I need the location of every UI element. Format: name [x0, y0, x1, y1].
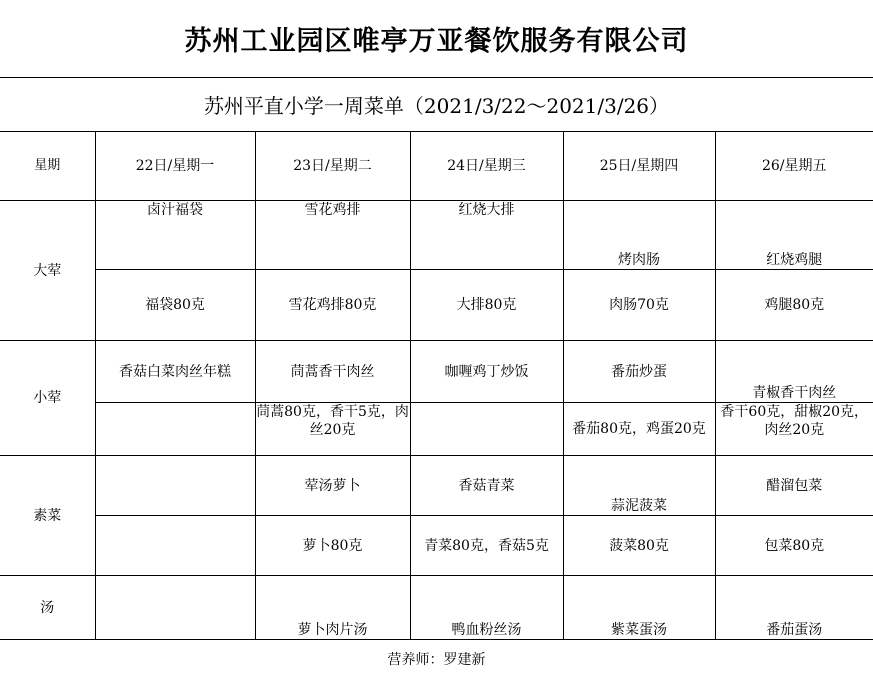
amount-cell: 香干60克，甜椒20克，肉丝20克 [715, 403, 873, 456]
dish-cell: 香菇青菜 [410, 456, 563, 516]
amount-cell: 雪花鸡排80克 [255, 270, 410, 341]
dish-cell: 青椒香干肉丝 [715, 341, 873, 403]
amount-cell [95, 403, 255, 456]
table-row [0, 270, 873, 341]
table-row [0, 403, 873, 456]
header-day-mon: 22日/星期一 [95, 132, 255, 201]
dish-cell: 萝卜肉片汤 [255, 576, 410, 640]
amount-cell: 大排80克 [410, 270, 563, 341]
header-day-fri: 26/星期五 [715, 132, 873, 201]
table-row [0, 576, 873, 640]
table-row [0, 456, 873, 516]
dish-cell [95, 576, 255, 640]
amount-cell: 番茄80克，鸡蛋20克 [563, 403, 715, 456]
dish-cell: 茼蒿香干肉丝 [255, 341, 410, 403]
header-day-thu: 25日/星期四 [563, 132, 715, 201]
dish-cell: 咖喱鸡丁炒饭 [410, 341, 563, 403]
dish-cell [95, 456, 255, 516]
amount-cell: 萝卜80克 [255, 516, 410, 576]
category-tang: 汤 [0, 576, 95, 640]
amount-cell: 肉肠70克 [563, 270, 715, 341]
table-row [0, 201, 873, 270]
menu-title: 苏州平直小学一周菜单（2021/3/22～2021/3/26） [203, 94, 670, 118]
dish-cell: 荤汤萝卜 [255, 456, 410, 516]
amount-cell: 青菜80克，香菇5克 [410, 516, 563, 576]
dish-cell: 番茄蛋汤 [715, 576, 873, 640]
amount-cell [410, 403, 563, 456]
amount-cell [95, 516, 255, 576]
weekly-menu-table [0, 131, 873, 640]
dish-cell: 番茄炒蛋 [563, 341, 715, 403]
table-row [0, 341, 873, 403]
dish-cell: 醋溜包菜 [715, 456, 873, 516]
amount-cell: 鸡腿80克 [715, 270, 873, 341]
company-name: 苏州工业园区唯亭万亚餐饮服务有限公司 [0, 0, 873, 78]
dish-cell: 紫菜蛋汤 [563, 576, 715, 640]
category-xiaohun: 小荤 [0, 341, 95, 456]
header-weekday: 星期 [0, 132, 95, 201]
category-sucai: 素菜 [0, 456, 95, 576]
amount-cell: 菠菜80克 [563, 516, 715, 576]
header-day-wed: 24日/星期三 [410, 132, 563, 201]
dish-cell: 香菇白菜肉丝年糕 [95, 341, 255, 403]
dish-cell: 雪花鸡排 [255, 201, 410, 270]
table-row [0, 516, 873, 576]
nutritionist-note: 营养师：罗建新 [387, 652, 486, 668]
dish-cell: 红烧鸡腿 [715, 201, 873, 270]
category-dahun: 大荤 [0, 201, 95, 341]
dish-cell: 烤肉肠 [563, 201, 715, 270]
dish-cell: 卤汁福袋 [95, 201, 255, 270]
header-day-tue: 23日/星期二 [255, 132, 410, 201]
amount-cell: 包菜80克 [715, 516, 873, 576]
amount-cell: 茼蒿80克，香干5克，肉丝20克 [255, 403, 410, 456]
dish-cell: 蒜泥菠菜 [563, 456, 715, 516]
table-header-row [0, 132, 873, 201]
dish-cell: 鸭血粉丝汤 [410, 576, 563, 640]
amount-cell: 福袋80克 [95, 270, 255, 341]
dish-cell: 红烧大排 [410, 201, 563, 270]
